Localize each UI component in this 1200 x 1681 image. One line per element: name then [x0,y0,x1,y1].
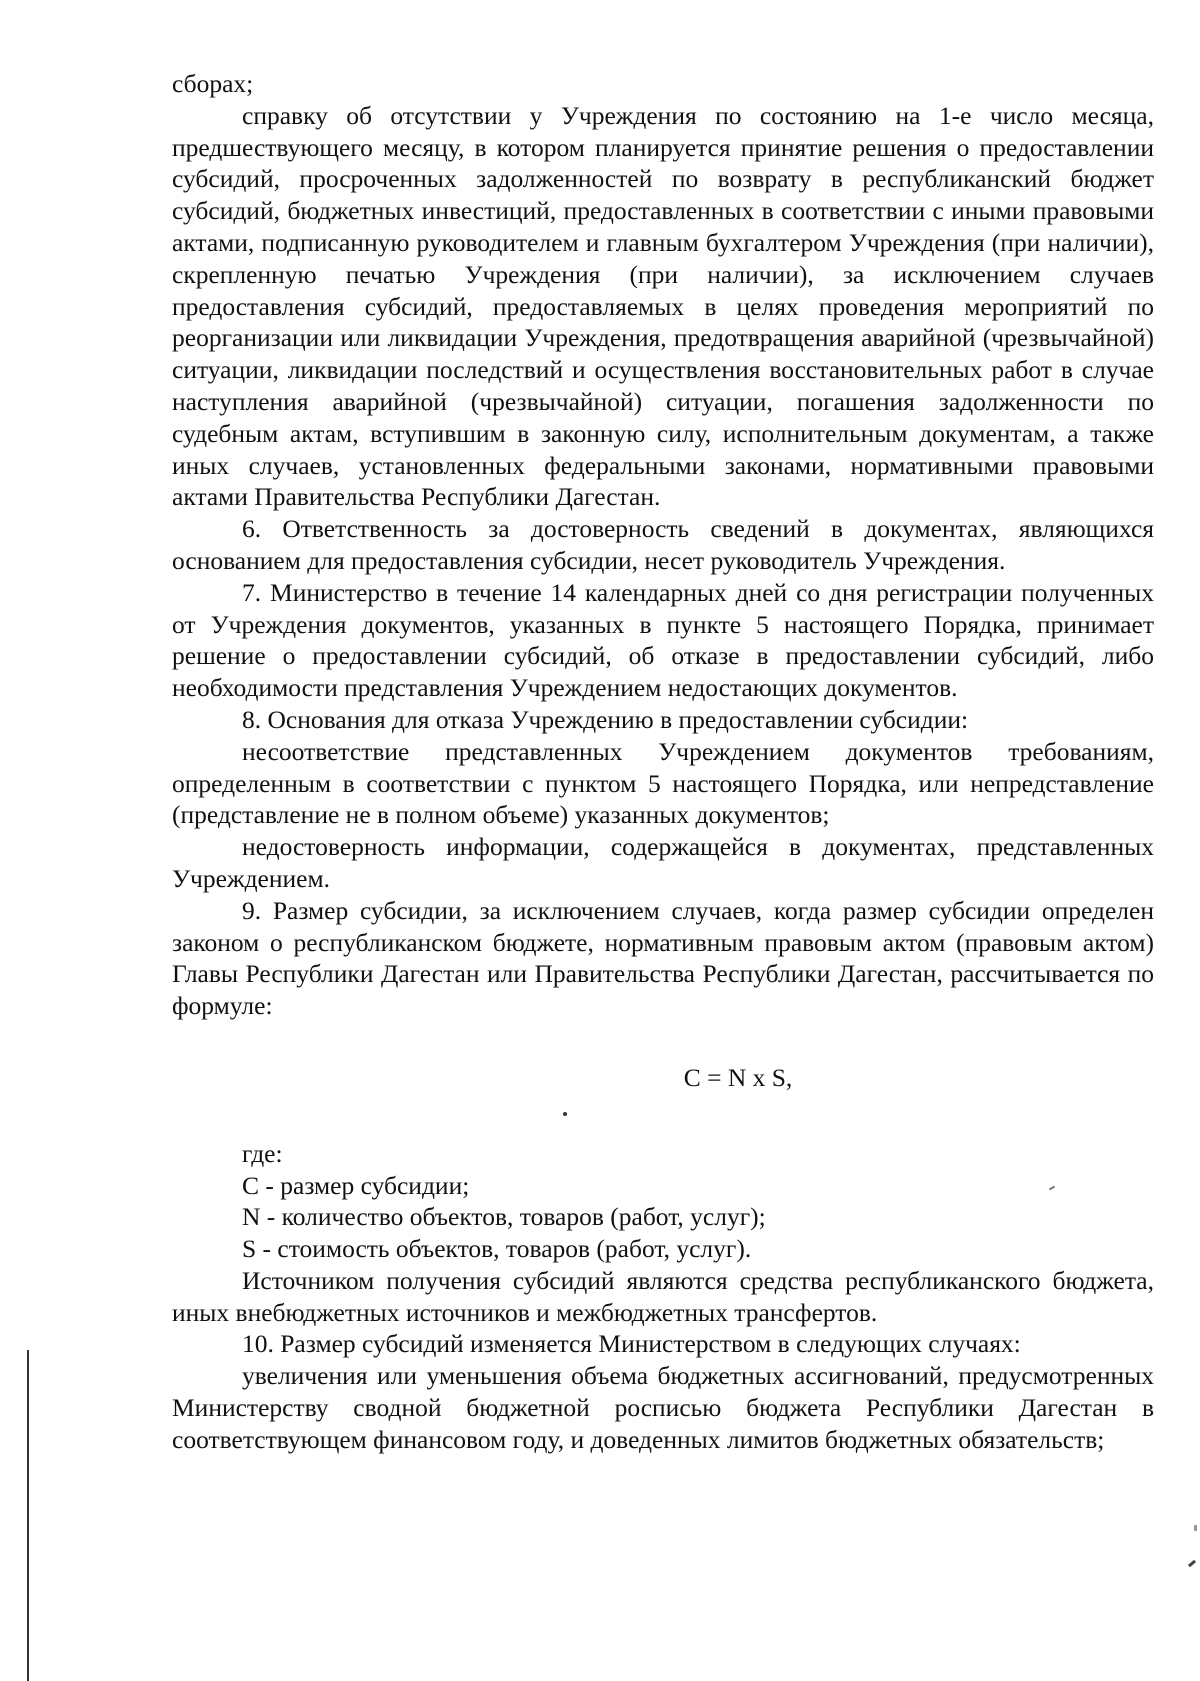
scan-speck [563,1112,567,1116]
paragraph-item-9: 9. Размер субсидии, за исключением случаев, когда размер субсидии определен законом о республиканском бюджете, нормативным правовым актом (правовым актом) Главы Республики Дагестан или Правительства Республики Дагестан, рассчитывается по формуле: [172,895,1154,1021]
scan-speck [1194,1525,1197,1531]
paragraph-debt-certificate: справку об отсутствии у Учреждения по состоянию на 1-е число месяца, предшествующего месяцу, в котором планируется принятие решения о предоставлении субсидий, просроченных задолженностей по возврату в республиканский бюджет субсидий, бюджетных инвестиций, предоставленных в соответствии с иными правовыми актами, подписанную руководителем и главным бухгалтером Учреждения (при наличии), скрепленную печатью Учреждения (при наличии), за исключением случаев предоставления субсидий, предоставляемых в целях проведения мероприятий по реорганизации или ликвидации Учреждения, предотвращения аварийной (чрезвычайной) ситуации, ликвидации последствий и осуществления восстановительных работ в случае наступления аварийной (чрезвычайной) ситуации, погашения задолженности по судебным актам, вступившим в законную силу, исполнительным документам, а также иных случаев, установленных федеральными законами, нормативными правовыми актами Правительства Республики Дагестан. [172,100,1154,512]
where-label: где: [242,1138,283,1168]
subsidy-formula: С = N х S, [683,1062,793,1092]
paragraph-item-7: 7. Министерство в течение 14 календарных дней со дня регистрации полученных от Учреждения документов, указанных в пункте 5 настоящего Порядка, принимает решение о предоставлении субсидий, об отказе в предоставлении субсидий, либо необходимости представления Учреждением недостающих документов. [172,577,1154,703]
paragraph-funding-source: Источником получения субсидий являются средства республиканского бюджета, иных внебюджетных источников и межбюджетных трансфертов. [172,1265,1154,1327]
paragraph-item-8: 8. Основания для отказа Учреждению в предоставлении субсидии: [242,704,969,734]
scan-edge-line [27,1350,29,1681]
definition-c: С - размер субсидии; [242,1170,470,1200]
paragraph-budget-change: увеличения или уменьшения объема бюджетных ассигнований, предусмотренных Министерству сводной бюджетной росписью бюджета Республики Дагестан в соответствующем финансовом году, и доведенных лимитов бюджетных обязательств; [172,1361,1154,1454]
definition-s: S - стоимость объектов, товаров (работ, услуг). [242,1234,752,1264]
paragraph-refusal-reason-1: несоответствие представленных Учреждением документов требованиям, определенным в соответствии с пунктом 5 настоящего Порядка, или непредставление (представление не в полном объеме) указанных документов; [172,736,1154,830]
definition-n: N - количество объектов, товаров (работ, услуг); [242,1202,766,1232]
paragraph-fees-tail: сборах; [172,69,254,98]
document-body [172,68,1154,1456]
scan-speck [1188,1560,1196,1567]
paragraph-item-10: 10. Размер субсидий изменяется Министерством в следующих случаях: [242,1329,1021,1359]
paragraph-refusal-reason-2: недостоверность информации, содержащейся в документах, представленных Учреждением. [172,832,1154,893]
paragraph-item-6: 6. Ответственность за достоверность сведений в документах, являющихся основанием для предоставления субсидии, несет руководитель Учреждения. [172,514,1154,575]
